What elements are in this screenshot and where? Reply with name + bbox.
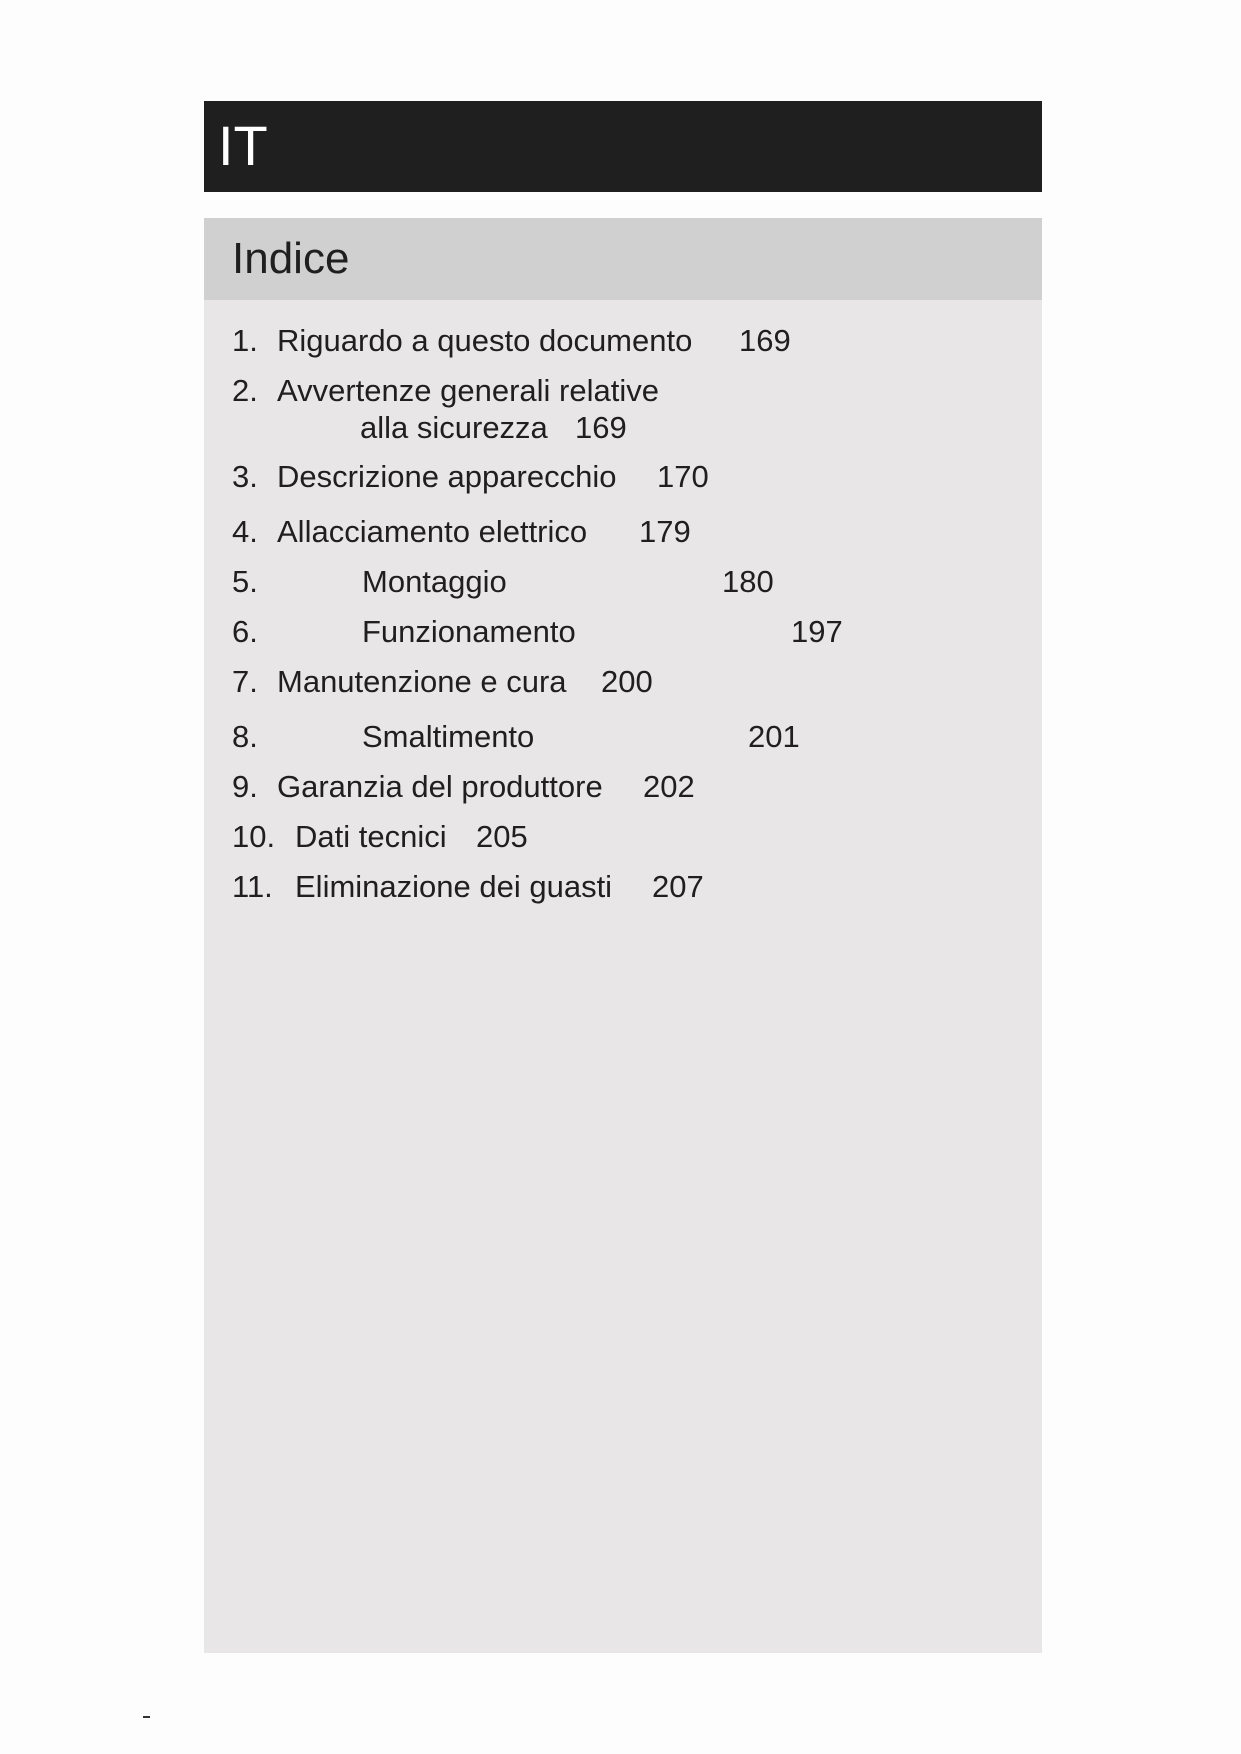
toc-entry-page: 170 <box>657 459 709 494</box>
toc-entry-number: 2. <box>232 373 258 408</box>
toc-entry-title: Descrizione apparecchio <box>277 459 617 494</box>
toc-entry-number: 4. <box>232 514 258 549</box>
toc-entry-number: 5. <box>232 564 258 599</box>
toc-entry-number: 8. <box>232 719 258 754</box>
toc-entry-number: 9. <box>232 769 258 804</box>
toc-entry-title: Allacciamento elettrico <box>277 514 588 549</box>
language-header-bar <box>204 101 1042 192</box>
toc-entry-page: 200 <box>601 664 653 699</box>
toc-entry-title: Montaggio <box>362 564 507 599</box>
toc-entry-page: 180 <box>722 564 774 599</box>
table-of-contents-panel <box>204 218 1042 1653</box>
toc-entry-number: 7. <box>232 664 258 699</box>
toc-entry-title: Dati tecnici <box>295 819 447 854</box>
toc-entry-page: 207 <box>652 869 704 904</box>
toc-entry-number: 1. <box>232 323 258 358</box>
toc-header <box>204 218 1042 300</box>
language-code: IT <box>218 114 268 177</box>
toc-entry-title: Manutenzione e cura <box>277 664 567 699</box>
toc-entry-page: 169 <box>575 410 627 445</box>
toc-entry-page: 201 <box>748 719 800 754</box>
toc-entry-number: 11. <box>232 869 273 904</box>
toc-entry-page: 169 <box>739 323 791 358</box>
toc-entry-title: Eliminazione dei guasti <box>295 869 613 904</box>
toc-entry-page: 197 <box>791 614 843 649</box>
toc-entry-page: 202 <box>643 769 695 804</box>
toc-entry-page: 179 <box>639 514 691 549</box>
footer-mark <box>143 1716 150 1718</box>
toc-entry-number: 3. <box>232 459 258 494</box>
toc-entry-title: Funzionamento <box>362 614 576 649</box>
toc-entry-number: 6. <box>232 614 258 649</box>
toc-entry-title: Smaltimento <box>362 719 535 754</box>
toc-entry-page: 205 <box>476 819 528 854</box>
toc-entry-number: 10. <box>232 819 276 854</box>
toc-title: Indice <box>232 234 350 283</box>
toc-entry-title-continued: alla sicurezza <box>360 410 548 445</box>
toc-entry-title: Avvertenze generali relative <box>277 373 659 408</box>
toc-entry-title: Garanzia del produttore <box>277 769 603 804</box>
toc-entry-title: Riguardo a questo documento <box>277 323 693 358</box>
